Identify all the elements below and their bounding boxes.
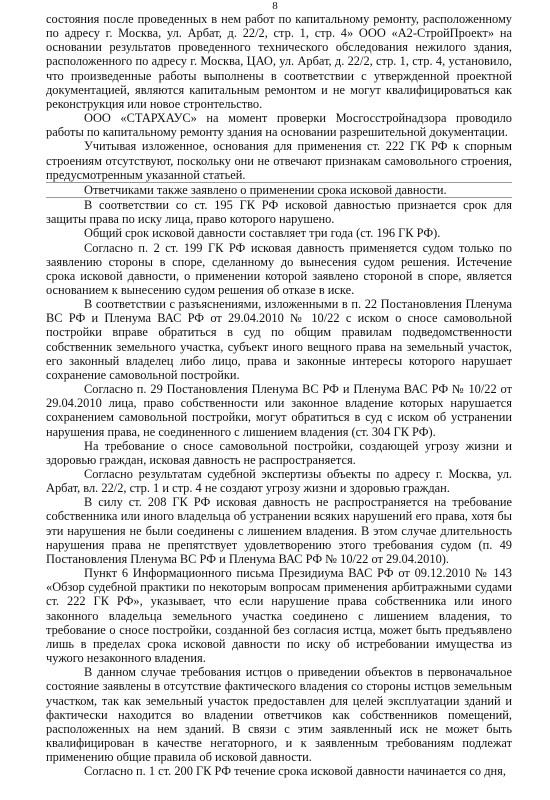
paragraph: В данном случае требования истцов о приведении объектов в первоначальное состояние заявлены в отсутствие фактического владения со стороны истцов земельным участком, так как земельный участок предоставлен для целей эксплуатации зданий и фактически находится во владении ответчиков как собственников помещений, расположенных на нем зданий. В связи с этим заявленный иск не может быть квалифицирован в качестве негаторного, и к заявленным требованиям подлежат применению общие правила об исковой давности.	[46, 665, 512, 765]
paragraph: Учитывая изложенное, основания для применения ст. 222 ГК РФ к спорным строениям отсутствуют, поскольку они не отвечают признакам самовольного строения, предусмотренным указанной статьей.	[46, 139, 512, 182]
document-body	[46, 12, 512, 778]
paragraph: Пункт 6 Информационного письма Президиума ВАС РФ от 09.12.2010 № 143 «Обзор судебной практики по некоторым вопросам применения арбитражными судами ст. 222 ГК РФ», указывает, что если нарушение права собственника или иного законного владельца земельного участка соединено с лишением владения, то требование о сносе постройки, созданной без согласия истца, может быть предъявлено лишь в пределах срока исковой давности по иску об истребовании имущества из чужого незаконного владения.	[46, 566, 512, 666]
paragraph: Согласно п. 29 Постановления Пленума ВС РФ и Пленума ВАС РФ № 10/22 от 29.04.2010 лица, право собственности или законное владение которых нарушается сохранением самовольной постройки, могут обратиться в суд с иском об устранении нарушения права, не соединенного с лишением владения (ст. 304 ГК РФ).	[46, 382, 512, 439]
paragraph: Согласно результатам судебной экспертизы объекты по адресу г. Москва, ул. Арбат, вл. 22/2, стр. 1 и стр. 4 не создают угрозу жизни и здоровью граждан.	[46, 467, 512, 496]
paragraph: Согласно п. 1 ст. 200 ГК РФ течение срока исковой давности начинается со дня,	[84, 764, 506, 779]
paragraph: В силу ст. 208 ГК РФ исковая давность не распространяется на требование собственника или иного владельца об устранении всяких нарушений его права, хотя бы эти нарушения не были соединены с лишением владения. В этом случае длительность нарушения права не препятствует удовлетворению этого требования судом (п. 49 Постановления Пленума ВС РФ и Пленума ВАС РФ № 10/22 от 29.04.2010).	[46, 495, 512, 566]
page-number: 8	[272, 0, 278, 12]
paragraph: Ответчиками также заявлено о применении срока исковой давности.	[46, 183, 512, 198]
paragraph: В соответствии со ст. 195 ГК РФ исковой давностью признается срок для защиты права по иску лица, право которого нарушено.	[46, 198, 512, 227]
paragraph-continuation: состояния после проведенных в нем работ по капитальному ремонту, расположенному по адресу г. Москва, ул. Арбат, д. 22/2, стр. 1, стр. 4» ООО «А2-СтройПроект» на основании результатов проведенного технического обследования нежилого здания, расположенного по адресу г. Москва, ЦАО, ул. Арбат, д. 22/2, стр. 1, стр. 4, установило, что произведенные работы выполнены в соответствии с утвержденной проектной документацией, являются капитальным ремонтом и не могут квалифицироваться как реконструкция или новое стронтельство.	[46, 12, 512, 111]
paragraph: Согласно п. 2 ст. 199 ГК РФ исковая давность применяется судом только по заявлению стороны в споре, сделанному до вынесения судом решения. Истечение срока исковой давности, о применении которой заявлено стороной в споре, является основанием к вынесению судом решения об отказе в иске.	[46, 240, 512, 297]
paragraph: ООО «СТАРХАУС» на момент проверки Мосгосстройнадзора проводило работы по капитальному ремонту здания на основании разрешительной документации.	[46, 111, 512, 140]
paragraph: На требование о сносе самовольной постройки, создающей угрозу жизни и здоровью граждан, исковая давность не распространяется.	[46, 438, 512, 467]
paragraph: В соответствии с разъяснениями, изложенными в п. 22 Постановления Пленума ВС РФ и Пленума ВАС РФ от 29.04.2010 № 10/22 с иском о сносе самовольной постройки вправе обратиться в суд по общим правилам подведомственности собственник земельного участка, субъект иного вещного права на земельный участок, его законный владелец либо лицо, права и законные интересы которого нарушает сохранение самовольной постройки.	[46, 297, 512, 382]
paragraph: Общий срок исковой давности составляет три года (ст. 196 ГК РФ).	[84, 226, 441, 241]
